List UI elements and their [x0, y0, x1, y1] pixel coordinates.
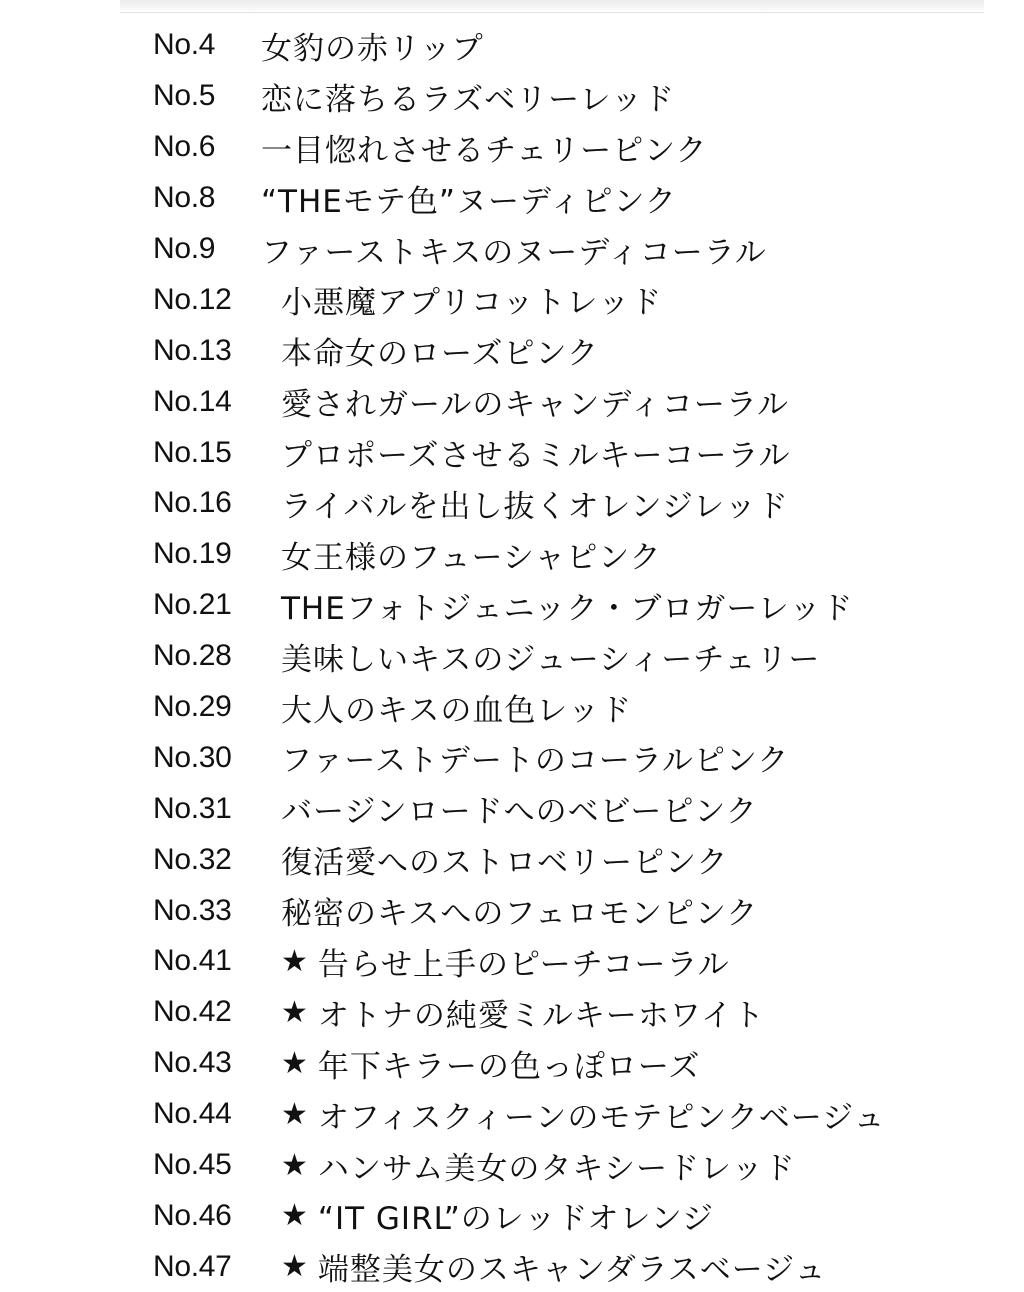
- list-item: [153, 274, 886, 325]
- item-name: 恋に落ちるラズベリーレッド: [261, 81, 676, 118]
- list-item: [153, 376, 886, 427]
- list-item: [153, 1241, 886, 1292]
- item-number: No.16: [153, 486, 232, 520]
- lip-color-list: [153, 20, 886, 1292]
- star-icon: ★: [281, 1045, 308, 1081]
- item-number: No.45: [153, 1148, 232, 1182]
- item-name: ファーストキスのヌーディコーラル: [261, 234, 767, 271]
- star-icon: ★: [281, 1198, 308, 1234]
- item-number: No.5: [153, 79, 216, 113]
- item-number: No.31: [153, 791, 232, 825]
- list-item: [153, 427, 886, 478]
- item-number: No.29: [153, 690, 232, 724]
- list-item: [153, 1140, 886, 1191]
- item-number: No.13: [153, 333, 232, 367]
- item-number: No.44: [153, 1097, 232, 1131]
- item-number: No.4: [153, 28, 216, 62]
- item-number: No.14: [153, 384, 232, 418]
- star-icon: ★: [281, 943, 308, 979]
- item-name: 一目惚れさせるチェリーピンク: [261, 132, 708, 169]
- item-name: 秘密のキスへのフェロモンピンク: [281, 896, 759, 933]
- item-name: ライバルを出し抜くオレンジレッド: [281, 488, 789, 525]
- item-name: 美味しいキスのジューシィーチェリー: [281, 641, 821, 678]
- item-name: “THEモテ色”ヌーディピンク: [261, 183, 677, 220]
- list-item: [153, 834, 886, 885]
- list-item: [153, 1038, 886, 1089]
- list-item: [153, 224, 886, 275]
- list-item: [153, 580, 886, 631]
- list-item: [153, 885, 886, 936]
- list-item: [153, 122, 886, 173]
- item-name: 大人のキスの血色レッド: [281, 692, 633, 729]
- list-item: [153, 631, 886, 682]
- item-number: No.33: [153, 893, 232, 927]
- list-item: [153, 783, 886, 834]
- list-item: [153, 325, 886, 376]
- item-name: オトナの純愛ミルキーホワイト: [317, 997, 765, 1034]
- item-name: ファーストデートのコーラルピンク: [281, 743, 790, 780]
- star-icon: ★: [281, 1096, 308, 1132]
- item-name: 端整美女のスキャンダラスベージュ: [317, 1252, 827, 1289]
- list-item: [153, 173, 886, 224]
- list-item: [153, 20, 886, 71]
- item-name: 告らせ上手のピーチコーラル: [317, 946, 730, 983]
- list-item: [153, 529, 886, 580]
- item-number: No.9: [153, 232, 216, 265]
- top-divider: [120, 0, 984, 13]
- item-number: No.28: [153, 639, 232, 673]
- star-icon: ★: [281, 994, 308, 1030]
- item-name: プロポーズさせるミルキーコーラル: [281, 438, 791, 475]
- item-name: 女王様のフューシャピンク: [281, 539, 662, 576]
- list-item: [153, 71, 886, 122]
- item-name: 本命女のローズピンク: [281, 336, 599, 373]
- item-name: 愛されガールのキャンディコーラル: [281, 387, 789, 424]
- item-number: No.12: [153, 282, 232, 316]
- item-name: “IT GIRL”のレッドオレンジ: [317, 1201, 714, 1238]
- item-number: No.21: [153, 588, 232, 622]
- list-item: [153, 732, 886, 783]
- item-number: No.46: [153, 1198, 232, 1232]
- item-number: No.8: [153, 181, 216, 215]
- item-number: No.30: [153, 740, 232, 774]
- item-name: 女豹の赤リップ: [261, 30, 484, 67]
- item-number: No.19: [153, 537, 232, 571]
- item-number: No.43: [153, 1046, 232, 1080]
- item-name: 年下キラーの色っぽローズ: [317, 1048, 701, 1085]
- item-number: No.42: [153, 995, 232, 1029]
- item-name: バージンロードへのベビーピンク: [281, 794, 758, 831]
- list-item: [153, 478, 886, 529]
- item-name: オフィスクィーンのモテピンクベージュ: [317, 1099, 886, 1136]
- item-number: No.32: [153, 842, 232, 876]
- list-item: [153, 682, 886, 733]
- item-name: THEフォトジェニック・ブロガーレッド: [281, 590, 854, 627]
- item-number: No.47: [153, 1249, 232, 1283]
- item-name: ハンサム美女のタキシードレッド: [317, 1150, 796, 1187]
- star-icon: ★: [281, 1147, 308, 1183]
- list-item: [153, 1190, 886, 1241]
- list-item: [153, 987, 886, 1038]
- list-item: [153, 936, 886, 987]
- item-name: 小悪魔アプリコットレッド: [281, 285, 663, 322]
- item-number: No.6: [153, 130, 216, 164]
- list-item: [153, 1089, 886, 1140]
- item-name: 復活愛へのストロベリーピンク: [281, 845, 729, 882]
- star-icon: ★: [281, 1249, 308, 1285]
- item-number: No.41: [153, 944, 232, 978]
- item-number: No.15: [153, 435, 232, 469]
